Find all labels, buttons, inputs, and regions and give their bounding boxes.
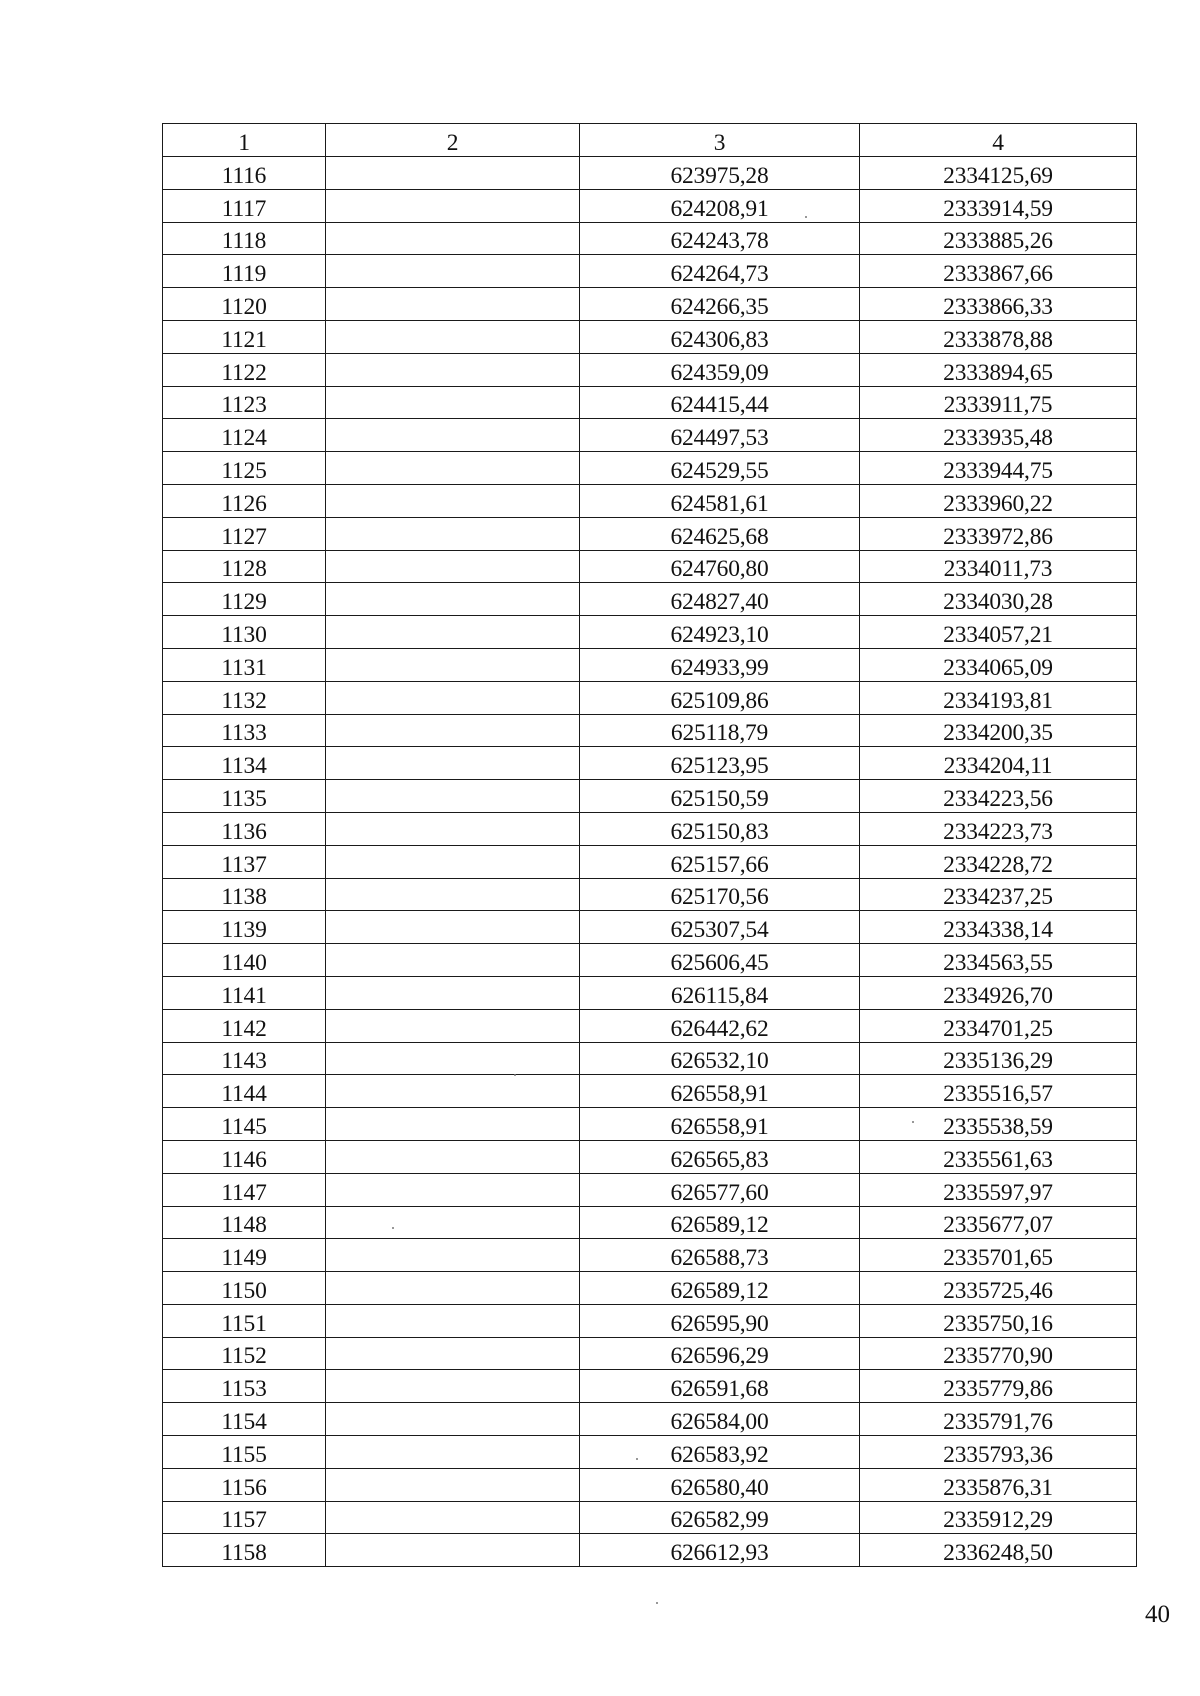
- table-row: [163, 1140, 1137, 1173]
- y-coordinate-cell: 2334011,73: [860, 550, 1137, 583]
- table-row: [163, 157, 1137, 190]
- table-row: [163, 583, 1137, 616]
- table-row: [163, 386, 1137, 419]
- empty-cell: [326, 747, 580, 780]
- empty-cell: [326, 1042, 580, 1075]
- y-coordinate-cell: 2334030,28: [860, 583, 1137, 616]
- empty-cell: [326, 1403, 580, 1436]
- y-coordinate-cell: 2334200,35: [860, 714, 1137, 747]
- y-coordinate-cell: 2334193,81: [860, 681, 1137, 714]
- table-row: [163, 1304, 1137, 1337]
- empty-cell: [326, 189, 580, 222]
- scan-speck: [805, 216, 807, 218]
- empty-cell: [326, 1534, 580, 1567]
- table-row: [163, 1108, 1137, 1141]
- x-coordinate-cell: 626558,91: [580, 1108, 860, 1141]
- x-coordinate-cell: 625150,59: [580, 780, 860, 813]
- x-coordinate-cell: 624760,80: [580, 550, 860, 583]
- table-row: [163, 1370, 1137, 1403]
- empty-cell: [326, 812, 580, 845]
- x-coordinate-cell: 625118,79: [580, 714, 860, 747]
- table-row: [163, 419, 1137, 452]
- point-number-cell: 1137: [163, 845, 326, 878]
- scan-speck: [636, 1458, 638, 1460]
- x-coordinate-cell: 626582,99: [580, 1501, 860, 1534]
- table-row: [163, 1042, 1137, 1075]
- y-coordinate-cell: 2335538,59: [860, 1108, 1137, 1141]
- x-coordinate-cell: 626591,68: [580, 1370, 860, 1403]
- y-coordinate-cell: 2335912,29: [860, 1501, 1137, 1534]
- y-coordinate-cell: 2333911,75: [860, 386, 1137, 419]
- table-row: [163, 255, 1137, 288]
- table-row: [163, 1173, 1137, 1206]
- point-number-cell: 1134: [163, 747, 326, 780]
- y-coordinate-cell: 2333866,33: [860, 288, 1137, 321]
- y-coordinate-cell: 2335725,46: [860, 1272, 1137, 1305]
- x-coordinate-cell: 624625,68: [580, 517, 860, 550]
- table-row: [163, 452, 1137, 485]
- x-coordinate-cell: 626558,91: [580, 1075, 860, 1108]
- x-coordinate-cell: 624359,09: [580, 353, 860, 386]
- empty-cell: [326, 1009, 580, 1042]
- y-coordinate-cell: 2333944,75: [860, 452, 1137, 485]
- scan-speck: [392, 1227, 394, 1229]
- table-row: [163, 1501, 1137, 1534]
- empty-cell: [326, 976, 580, 1009]
- point-number-cell: 1151: [163, 1304, 326, 1337]
- table-header-row: [163, 124, 1137, 157]
- point-number-cell: 1145: [163, 1108, 326, 1141]
- y-coordinate-cell: 2334125,69: [860, 157, 1137, 190]
- y-coordinate-cell: 2334563,55: [860, 944, 1137, 977]
- empty-cell: [326, 386, 580, 419]
- x-coordinate-cell: 624306,83: [580, 320, 860, 353]
- table-row: [163, 320, 1137, 353]
- x-coordinate-cell: 624497,53: [580, 419, 860, 452]
- point-number-cell: 1126: [163, 484, 326, 517]
- y-coordinate-cell: 2333885,26: [860, 222, 1137, 255]
- page-number: 40: [1145, 1601, 1170, 1628]
- empty-cell: [326, 1140, 580, 1173]
- empty-cell: [326, 1206, 580, 1239]
- table-row: [163, 747, 1137, 780]
- table-row: [163, 1337, 1137, 1370]
- y-coordinate-cell: 2335701,65: [860, 1239, 1137, 1272]
- empty-cell: [326, 845, 580, 878]
- table-row: [163, 1436, 1137, 1469]
- point-number-cell: 1124: [163, 419, 326, 452]
- scan-speck: [912, 1121, 914, 1123]
- point-number-cell: 1147: [163, 1173, 326, 1206]
- empty-cell: [326, 452, 580, 485]
- empty-cell: [326, 616, 580, 649]
- x-coordinate-cell: 624415,44: [580, 386, 860, 419]
- empty-cell: [326, 1468, 580, 1501]
- x-coordinate-cell: 624923,10: [580, 616, 860, 649]
- point-number-cell: 1133: [163, 714, 326, 747]
- empty-cell: [326, 419, 580, 452]
- point-number-cell: 1146: [163, 1140, 326, 1173]
- point-number-cell: 1135: [163, 780, 326, 813]
- point-number-cell: 1119: [163, 255, 326, 288]
- point-number-cell: 1142: [163, 1009, 326, 1042]
- point-number-cell: 1132: [163, 681, 326, 714]
- x-coordinate-cell: 624264,73: [580, 255, 860, 288]
- x-coordinate-cell: 625606,45: [580, 944, 860, 977]
- empty-cell: [326, 1501, 580, 1534]
- column-header-2: 2: [326, 124, 580, 157]
- y-coordinate-cell: 2333914,59: [860, 189, 1137, 222]
- empty-cell: [326, 550, 580, 583]
- table-row: [163, 1239, 1137, 1272]
- x-coordinate-cell: 626589,12: [580, 1206, 860, 1239]
- x-coordinate-cell: 626442,62: [580, 1009, 860, 1042]
- empty-cell: [326, 288, 580, 321]
- x-coordinate-cell: 624243,78: [580, 222, 860, 255]
- empty-cell: [326, 648, 580, 681]
- point-number-cell: 1130: [163, 616, 326, 649]
- point-number-cell: 1140: [163, 944, 326, 977]
- x-coordinate-cell: 626589,12: [580, 1272, 860, 1305]
- y-coordinate-cell: 2335793,36: [860, 1436, 1137, 1469]
- column-header-1: 1: [163, 124, 326, 157]
- table-row: [163, 616, 1137, 649]
- x-coordinate-cell: 626596,29: [580, 1337, 860, 1370]
- point-number-cell: 1148: [163, 1206, 326, 1239]
- coordinates-table: [162, 123, 1137, 1567]
- table-row: [163, 976, 1137, 1009]
- empty-cell: [326, 1075, 580, 1108]
- empty-cell: [326, 157, 580, 190]
- y-coordinate-cell: 2333878,88: [860, 320, 1137, 353]
- table-row: [163, 681, 1137, 714]
- y-coordinate-cell: 2335516,57: [860, 1075, 1137, 1108]
- point-number-cell: 1125: [163, 452, 326, 485]
- table-row: [163, 911, 1137, 944]
- point-number-cell: 1141: [163, 976, 326, 1009]
- y-coordinate-cell: 2335770,90: [860, 1337, 1137, 1370]
- table-row: [163, 484, 1137, 517]
- table-row: [163, 1468, 1137, 1501]
- table-row: [163, 1206, 1137, 1239]
- y-coordinate-cell: 2333935,48: [860, 419, 1137, 452]
- point-number-cell: 1153: [163, 1370, 326, 1403]
- point-number-cell: 1128: [163, 550, 326, 583]
- x-coordinate-cell: 625307,54: [580, 911, 860, 944]
- y-coordinate-cell: 2334338,14: [860, 911, 1137, 944]
- empty-cell: [326, 484, 580, 517]
- empty-cell: [326, 878, 580, 911]
- y-coordinate-cell: 2335791,76: [860, 1403, 1137, 1436]
- y-coordinate-cell: 2335779,86: [860, 1370, 1137, 1403]
- y-coordinate-cell: 2333867,66: [860, 255, 1137, 288]
- table-row: [163, 878, 1137, 911]
- y-coordinate-cell: 2334237,25: [860, 878, 1137, 911]
- y-coordinate-cell: 2334223,73: [860, 812, 1137, 845]
- x-coordinate-cell: 626612,93: [580, 1534, 860, 1567]
- empty-cell: [326, 1337, 580, 1370]
- x-coordinate-cell: 624208,91: [580, 189, 860, 222]
- point-number-cell: 1150: [163, 1272, 326, 1305]
- point-number-cell: 1144: [163, 1075, 326, 1108]
- point-number-cell: 1131: [163, 648, 326, 681]
- y-coordinate-cell: 2335561,63: [860, 1140, 1137, 1173]
- empty-cell: [326, 1272, 580, 1305]
- x-coordinate-cell: 625157,66: [580, 845, 860, 878]
- y-coordinate-cell: 2334223,56: [860, 780, 1137, 813]
- table-row: [163, 812, 1137, 845]
- point-number-cell: 1127: [163, 517, 326, 550]
- table-row: [163, 1009, 1137, 1042]
- y-coordinate-cell: 2333972,86: [860, 517, 1137, 550]
- x-coordinate-cell: 626577,60: [580, 1173, 860, 1206]
- empty-cell: [326, 1239, 580, 1272]
- table-row: [163, 550, 1137, 583]
- x-coordinate-cell: 625123,95: [580, 747, 860, 780]
- column-header-3: 3: [580, 124, 860, 157]
- empty-cell: [326, 1108, 580, 1141]
- x-coordinate-cell: 626588,73: [580, 1239, 860, 1272]
- scan-speck: [656, 1602, 658, 1604]
- empty-cell: [326, 911, 580, 944]
- table-row: [163, 189, 1137, 222]
- empty-cell: [326, 353, 580, 386]
- y-coordinate-cell: 2335750,16: [860, 1304, 1137, 1337]
- empty-cell: [326, 517, 580, 550]
- x-coordinate-cell: 624266,35: [580, 288, 860, 321]
- table-row: [163, 780, 1137, 813]
- x-coordinate-cell: 624933,99: [580, 648, 860, 681]
- x-coordinate-cell: 626565,83: [580, 1140, 860, 1173]
- x-coordinate-cell: 624581,61: [580, 484, 860, 517]
- y-coordinate-cell: 2334228,72: [860, 845, 1137, 878]
- y-coordinate-cell: 2335677,07: [860, 1206, 1137, 1239]
- point-number-cell: 1120: [163, 288, 326, 321]
- empty-cell: [326, 222, 580, 255]
- table-row: [163, 353, 1137, 386]
- point-number-cell: 1152: [163, 1337, 326, 1370]
- x-coordinate-cell: 626115,84: [580, 976, 860, 1009]
- table-row: [163, 648, 1137, 681]
- table-row: [163, 288, 1137, 321]
- x-coordinate-cell: 625150,83: [580, 812, 860, 845]
- y-coordinate-cell: 2333960,22: [860, 484, 1137, 517]
- column-header-4: 4: [860, 124, 1137, 157]
- table-row: [163, 222, 1137, 255]
- empty-cell: [326, 1436, 580, 1469]
- empty-cell: [326, 780, 580, 813]
- table-row: [163, 1272, 1137, 1305]
- y-coordinate-cell: 2334701,25: [860, 1009, 1137, 1042]
- table-row: [163, 1403, 1137, 1436]
- point-number-cell: 1149: [163, 1239, 326, 1272]
- x-coordinate-cell: 624529,55: [580, 452, 860, 485]
- x-coordinate-cell: 623975,28: [580, 157, 860, 190]
- y-coordinate-cell: 2336248,50: [860, 1534, 1137, 1567]
- table-row: [163, 845, 1137, 878]
- empty-cell: [326, 1304, 580, 1337]
- point-number-cell: 1143: [163, 1042, 326, 1075]
- point-number-cell: 1118: [163, 222, 326, 255]
- empty-cell: [326, 1173, 580, 1206]
- x-coordinate-cell: 625109,86: [580, 681, 860, 714]
- y-coordinate-cell: 2335876,31: [860, 1468, 1137, 1501]
- empty-cell: [326, 320, 580, 353]
- y-coordinate-cell: 2335597,97: [860, 1173, 1137, 1206]
- point-number-cell: 1116: [163, 157, 326, 190]
- x-coordinate-cell: 626580,40: [580, 1468, 860, 1501]
- point-number-cell: 1154: [163, 1403, 326, 1436]
- point-number-cell: 1157: [163, 1501, 326, 1534]
- x-coordinate-cell: 626532,10: [580, 1042, 860, 1075]
- x-coordinate-cell: 626595,90: [580, 1304, 860, 1337]
- x-coordinate-cell: 626584,00: [580, 1403, 860, 1436]
- point-number-cell: 1136: [163, 812, 326, 845]
- point-number-cell: 1158: [163, 1534, 326, 1567]
- empty-cell: [326, 255, 580, 288]
- point-number-cell: 1122: [163, 353, 326, 386]
- empty-cell: [326, 681, 580, 714]
- x-coordinate-cell: 625170,56: [580, 878, 860, 911]
- table-row: [163, 944, 1137, 977]
- x-coordinate-cell: 626583,92: [580, 1436, 860, 1469]
- table-row: [163, 714, 1137, 747]
- point-number-cell: 1123: [163, 386, 326, 419]
- y-coordinate-cell: 2333894,65: [860, 353, 1137, 386]
- y-coordinate-cell: 2335136,29: [860, 1042, 1137, 1075]
- point-number-cell: 1129: [163, 583, 326, 616]
- y-coordinate-cell: 2334926,70: [860, 976, 1137, 1009]
- empty-cell: [326, 583, 580, 616]
- point-number-cell: 1117: [163, 189, 326, 222]
- y-coordinate-cell: 2334204,11: [860, 747, 1137, 780]
- point-number-cell: 1121: [163, 320, 326, 353]
- x-coordinate-cell: 624827,40: [580, 583, 860, 616]
- empty-cell: [326, 944, 580, 977]
- empty-cell: [326, 1370, 580, 1403]
- table-row: [163, 517, 1137, 550]
- point-number-cell: 1155: [163, 1436, 326, 1469]
- table-row: [163, 1534, 1137, 1567]
- point-number-cell: 1138: [163, 878, 326, 911]
- point-number-cell: 1156: [163, 1468, 326, 1501]
- scan-speck: [514, 1074, 516, 1076]
- y-coordinate-cell: 2334065,09: [860, 648, 1137, 681]
- y-coordinate-cell: 2334057,21: [860, 616, 1137, 649]
- table-row: [163, 1075, 1137, 1108]
- empty-cell: [326, 714, 580, 747]
- point-number-cell: 1139: [163, 911, 326, 944]
